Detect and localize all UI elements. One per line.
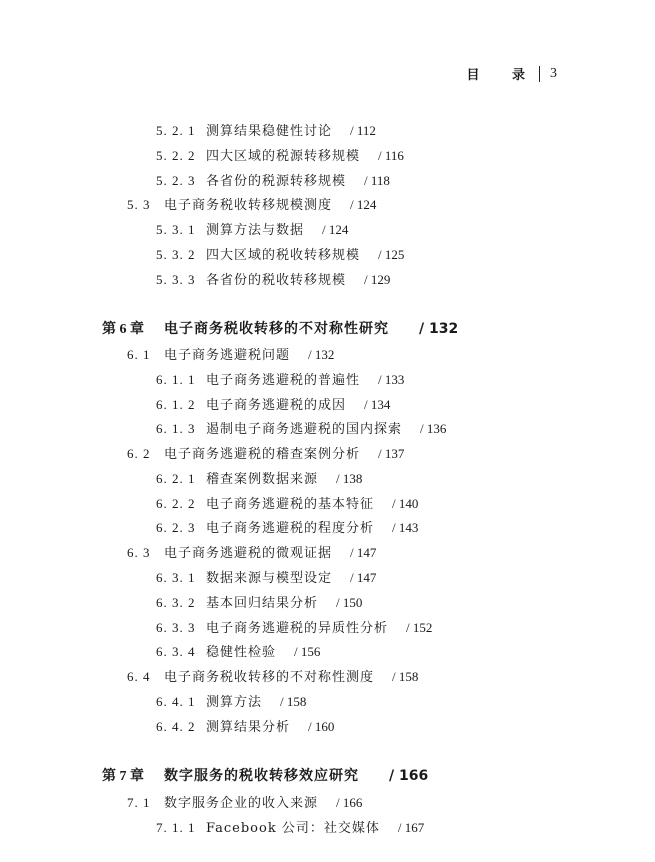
toc-entry-page: / 138 (336, 471, 363, 486)
toc-entry-title: 数字服务企业的收入来源 (164, 796, 319, 811)
toc-entry-number: 6. 2. 3 (156, 520, 196, 535)
toc-entry[interactable] (156, 172, 390, 191)
toc-entry-number: 6. 3. 2 (156, 595, 196, 610)
toc-entry-title: 测算结果稳健性讨论 (206, 124, 333, 139)
toc-entry-title: 电子商务逃避税的普遍性 (206, 373, 361, 388)
toc-entry[interactable] (156, 819, 424, 838)
toc-entry[interactable] (156, 246, 404, 265)
toc-chapter[interactable] (102, 320, 458, 339)
running-header (466, 64, 557, 83)
toc-entry[interactable] (156, 221, 348, 240)
toc-entry-page: / 129 (364, 272, 391, 287)
toc-entry-number: 5. 3 (127, 197, 151, 212)
toc-entry[interactable] (156, 147, 404, 166)
toc-entry-number: 6. 2. 1 (156, 471, 196, 486)
toc-entry[interactable] (156, 718, 334, 737)
header-title: 目 录 (466, 68, 539, 83)
toc-entry-number: 6. 4. 1 (156, 694, 196, 709)
toc-entry-title: 各省份的税收转移规模 (206, 273, 347, 288)
toc-entry-page: / 167 (397, 820, 425, 835)
toc-entry-number: 5. 2. 3 (156, 173, 196, 188)
toc-section[interactable] (127, 445, 404, 464)
toc-entry-page: / 133 (378, 372, 405, 387)
toc-section[interactable] (127, 794, 362, 813)
toc-entry-number: 6. 3. 4 (156, 644, 196, 659)
toc-entry-page: / 124 (322, 222, 349, 237)
toc-entry[interactable] (156, 594, 362, 613)
toc-entry-page: / 158 (392, 669, 419, 684)
toc-entry-title: 电子商务逃避税的稽查案例分析 (164, 447, 361, 462)
toc-entry-title: 各省份的税源转移规模 (206, 174, 347, 189)
toc-section[interactable] (127, 346, 334, 365)
toc-entry-title: 电子商务逃避税的程度分析 (206, 521, 375, 536)
toc-section[interactable] (127, 668, 418, 687)
toc-entry-page: / 166 (336, 795, 363, 810)
toc-entry-number: 6. 2. 2 (156, 496, 196, 511)
toc-entry-number: 6. 1. 3 (156, 421, 196, 436)
toc-entry-number: 5. 2. 1 (156, 123, 196, 138)
toc-entry-number: 7. 1. 1 (156, 820, 196, 835)
toc-entry-number: 6. 1. 2 (156, 397, 196, 412)
toc-entry-title: 电子商务逃避税的成因 (206, 398, 347, 413)
toc-entry-title: 电子商务逃避税的异质性分析 (206, 621, 389, 636)
toc-chapter-title: 数字服务的税收转移效应研究 (164, 768, 359, 784)
toc-entry[interactable] (156, 396, 390, 415)
toc-entry-title: 电子商务税收转移的不对称性测度 (164, 670, 375, 685)
toc-entry-page: / 125 (378, 247, 405, 262)
toc-chapter[interactable] (102, 767, 428, 786)
toc-entry[interactable] (156, 569, 376, 588)
toc-entry[interactable] (156, 619, 432, 638)
toc-entry-number: 6. 1 (127, 347, 151, 362)
toc-entry-title: 四大区域的税源转移规模 (206, 149, 361, 164)
toc-entry[interactable] (156, 271, 390, 290)
toc-entry-page: / 147 (350, 545, 377, 560)
toc-entry-page: / 136 (420, 421, 447, 436)
toc-entry-page: / 132 (308, 347, 335, 362)
toc-entry[interactable] (156, 371, 404, 390)
toc-entry[interactable] (156, 122, 376, 141)
toc-entry-number: 5. 3. 3 (156, 272, 196, 287)
toc-entry-title: 稳健性检验 (206, 645, 277, 660)
toc-chapter-number: 第 7 章 (102, 769, 144, 784)
toc-entry-page: / 137 (378, 446, 405, 461)
toc-chapter-title: 电子商务税收转移的不对称性研究 (164, 321, 389, 337)
toc-section[interactable] (127, 544, 376, 563)
toc-entry-number: 5. 3. 2 (156, 247, 196, 262)
toc-entry-title: Facebook 公司：社交媒体 (206, 821, 380, 836)
toc-entry-title: 电子商务逃避税的微观证据 (164, 546, 333, 561)
toc-entry-page: / 140 (392, 496, 419, 511)
toc-entry-number: 6. 3 (127, 545, 151, 560)
header-page-number: 3 (550, 65, 557, 81)
toc-entry-page: / 112 (350, 123, 376, 138)
toc-entry-title: 测算方法 (206, 695, 263, 710)
toc-chapter-number: 第 6 章 (102, 322, 144, 337)
toc-entry-title: 遏制电子商务逃避税的国内探索 (206, 422, 403, 437)
toc-entry-title: 测算方法与数据 (206, 223, 305, 238)
toc-entry-title: 电子商务税收转移规模测度 (164, 198, 333, 213)
toc-entry-page: / 152 (406, 620, 433, 635)
toc-entry-number: 5. 2. 2 (156, 148, 196, 163)
toc-entry-number: 6. 4 (127, 669, 151, 684)
toc-entry-number: 6. 2 (127, 446, 151, 461)
toc-entry[interactable] (156, 470, 362, 489)
toc-entry-title: 四大区域的税收转移规模 (206, 248, 361, 263)
toc-entry-page: / 118 (364, 173, 390, 188)
toc-entry-number: 6. 3. 1 (156, 570, 196, 585)
toc-entry-page: / 124 (350, 197, 377, 212)
toc-chapter-page: / 132 (419, 321, 459, 337)
toc-entry-number: 6. 4. 2 (156, 719, 196, 734)
toc-entry-page: / 143 (392, 520, 419, 535)
header-divider (539, 66, 540, 82)
toc-chapter-page: / 166 (389, 768, 429, 784)
toc-entry-title: 测算结果分析 (206, 720, 291, 735)
toc-entry[interactable] (156, 643, 320, 662)
toc-section[interactable] (127, 196, 376, 215)
toc-entry-number: 6. 1. 1 (156, 372, 196, 387)
toc-entry-page: / 158 (280, 694, 307, 709)
toc-entry-number: 7. 1 (127, 795, 151, 810)
toc-entry-title: 稽查案例数据来源 (206, 472, 319, 487)
toc-entry-page: / 150 (336, 595, 363, 610)
toc-entry[interactable] (156, 420, 446, 439)
toc-entry[interactable] (156, 519, 418, 538)
toc-entry-title: 数据来源与模型设定 (206, 571, 333, 586)
toc-entry-number: 6. 3. 3 (156, 620, 196, 635)
toc-entry-number: 5. 3. 1 (156, 222, 196, 237)
toc-entry-page: / 116 (378, 148, 404, 163)
toc-entry-page: / 134 (364, 397, 391, 412)
toc-entry[interactable] (156, 495, 418, 514)
toc-entry-page: / 160 (308, 719, 335, 734)
toc-entry-title: 电子商务逃避税的基本特征 (206, 497, 375, 512)
toc-entry[interactable] (156, 693, 306, 712)
toc-entry-page: / 156 (294, 644, 321, 659)
toc-entry-title: 电子商务逃避税问题 (164, 348, 291, 363)
toc-entry-title: 基本回归结果分析 (206, 596, 319, 611)
toc-entry-page: / 147 (350, 570, 377, 585)
